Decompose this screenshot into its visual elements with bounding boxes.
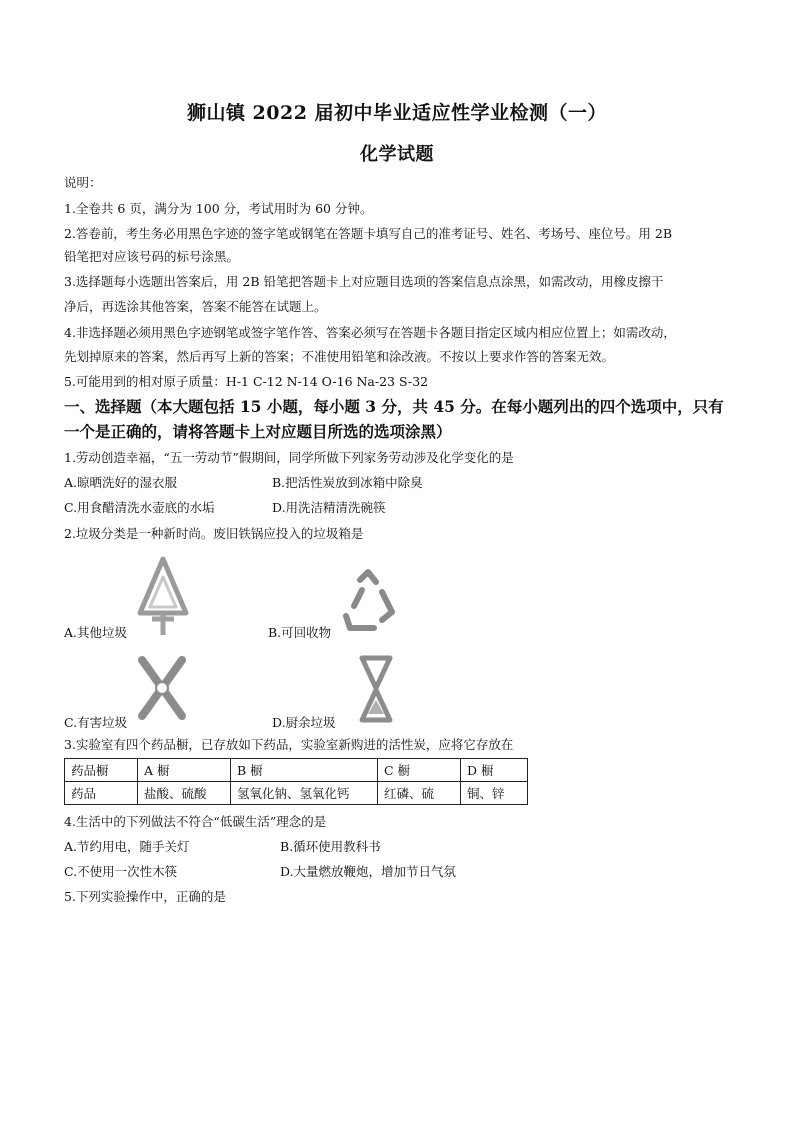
table-cell: B 橱 — [231, 759, 378, 782]
option-d: D.用洗洁精清洗碗筷 — [272, 500, 386, 515]
table-row — [65, 782, 528, 805]
option-a: A.节约用电，随手关灯 — [64, 839, 190, 854]
option-d: D.大量燃放鞭炮，增加节日气氛 — [280, 864, 457, 879]
instructions-heading: 说明： — [64, 175, 102, 190]
table-row — [65, 759, 528, 782]
hourglass-kitchen-icon — [356, 652, 396, 726]
question-stem: 3.实验室有四个药品橱，已存放如下药品，实验室新购进的活性炭，应将它存放在 — [64, 737, 514, 752]
table-cell: 氢氧化钠、氢氧化钙 — [231, 782, 378, 805]
table-cell: 铜、锌 — [461, 782, 528, 805]
option-a: A.晾晒洗好的湿衣服 — [64, 475, 178, 490]
chemical-cabinet-table — [64, 758, 528, 805]
option-c: C.用食醋清洗水壶底的水垢 — [64, 500, 215, 515]
table-cell: A 橱 — [138, 759, 231, 782]
question-stem: 2.垃圾分类是一种新时尚。废旧铁锅应投入的垃圾箱是 — [64, 526, 364, 541]
option-b: B.把活性炭放到冰箱中除臭 — [272, 475, 423, 490]
hazard-cross-icon — [134, 652, 190, 724]
exam-title: 狮山镇 2022 届初中毕业适应性学业检测（一） — [186, 102, 608, 124]
table-cell: 盐酸、硫酸 — [138, 782, 231, 805]
table-cell: 药品橱 — [65, 759, 138, 782]
option-c: C.有害垃圾 — [64, 715, 128, 730]
option-b: B.可回收物 — [268, 625, 332, 640]
question-stem: 4.生活中的下列做法不符合“低碳生活”理念的是 — [64, 814, 327, 829]
instruction-line: 5.可能用到的相对原子质量：H-1 C-12 N-14 O-16 Na-23 S-32 — [64, 374, 429, 389]
option-a: A.其他垃圾 — [64, 625, 128, 640]
table-cell: 药品 — [65, 782, 138, 805]
table-cell: D 橱 — [461, 759, 528, 782]
option-d: D.厨余垃圾 — [272, 715, 336, 730]
section-heading: 一个是正确的，请将答题卡上对应题目所选的选项涂黑） — [64, 422, 452, 441]
instruction-line: 铅笔把对应该号码的标号涂黑。 — [64, 249, 240, 264]
instruction-line: 1.全卷共 6 页，满分为 100 分，考试用时为 60 分钟。 — [64, 201, 373, 216]
table-cell: 红磷、硫 — [378, 782, 461, 805]
instruction-line: 4.非选择题必须用黑色字迹钢笔或签字笔作答、答案必须写在答题卡各题目指定区域内相应位置上；如需改动， — [64, 325, 676, 340]
option-c: C.不使用一次性木筷 — [64, 864, 178, 879]
instruction-line: 2.答卷前，考生务必用黑色字迹的签字笔或钢笔在答题卡填写自己的准考证号、姓名、考场号、座位号。用 2B — [64, 226, 673, 241]
instruction-line: 先划掉原来的答案，然后再写上新的答案；不准使用铅笔和涂改液。不按以上要求作答的答案无效。 — [64, 349, 615, 364]
question-stem: 5.下列实验操作中，正确的是 — [64, 889, 226, 904]
question-stem: 1.劳动创造幸福，“五一劳动节”假期间，同学所做下列家务劳动涉及化学变化的是 — [64, 450, 514, 465]
instruction-line: 3.选择题每小选题出答案后，用 2B 铅笔把答题卡上对应题目选项的答案信息点涂黑，如需改动，用橡皮擦干 — [64, 274, 664, 289]
recycle-outline-icon — [132, 553, 194, 641]
section-heading: 一、选择题（本大题包括 15 小题，每小题 3 分，共 45 分。在每小题列出的四个选项中，只有 — [64, 397, 724, 416]
exam-subtitle: 化学试题 — [360, 144, 434, 165]
option-b: B.循环使用教科书 — [280, 839, 381, 854]
recycle-arrows-icon — [338, 568, 398, 638]
table-cell: C 橱 — [378, 759, 461, 782]
instruction-line: 净后，再选涂其他答案，答案不能答在试题上。 — [64, 299, 327, 314]
